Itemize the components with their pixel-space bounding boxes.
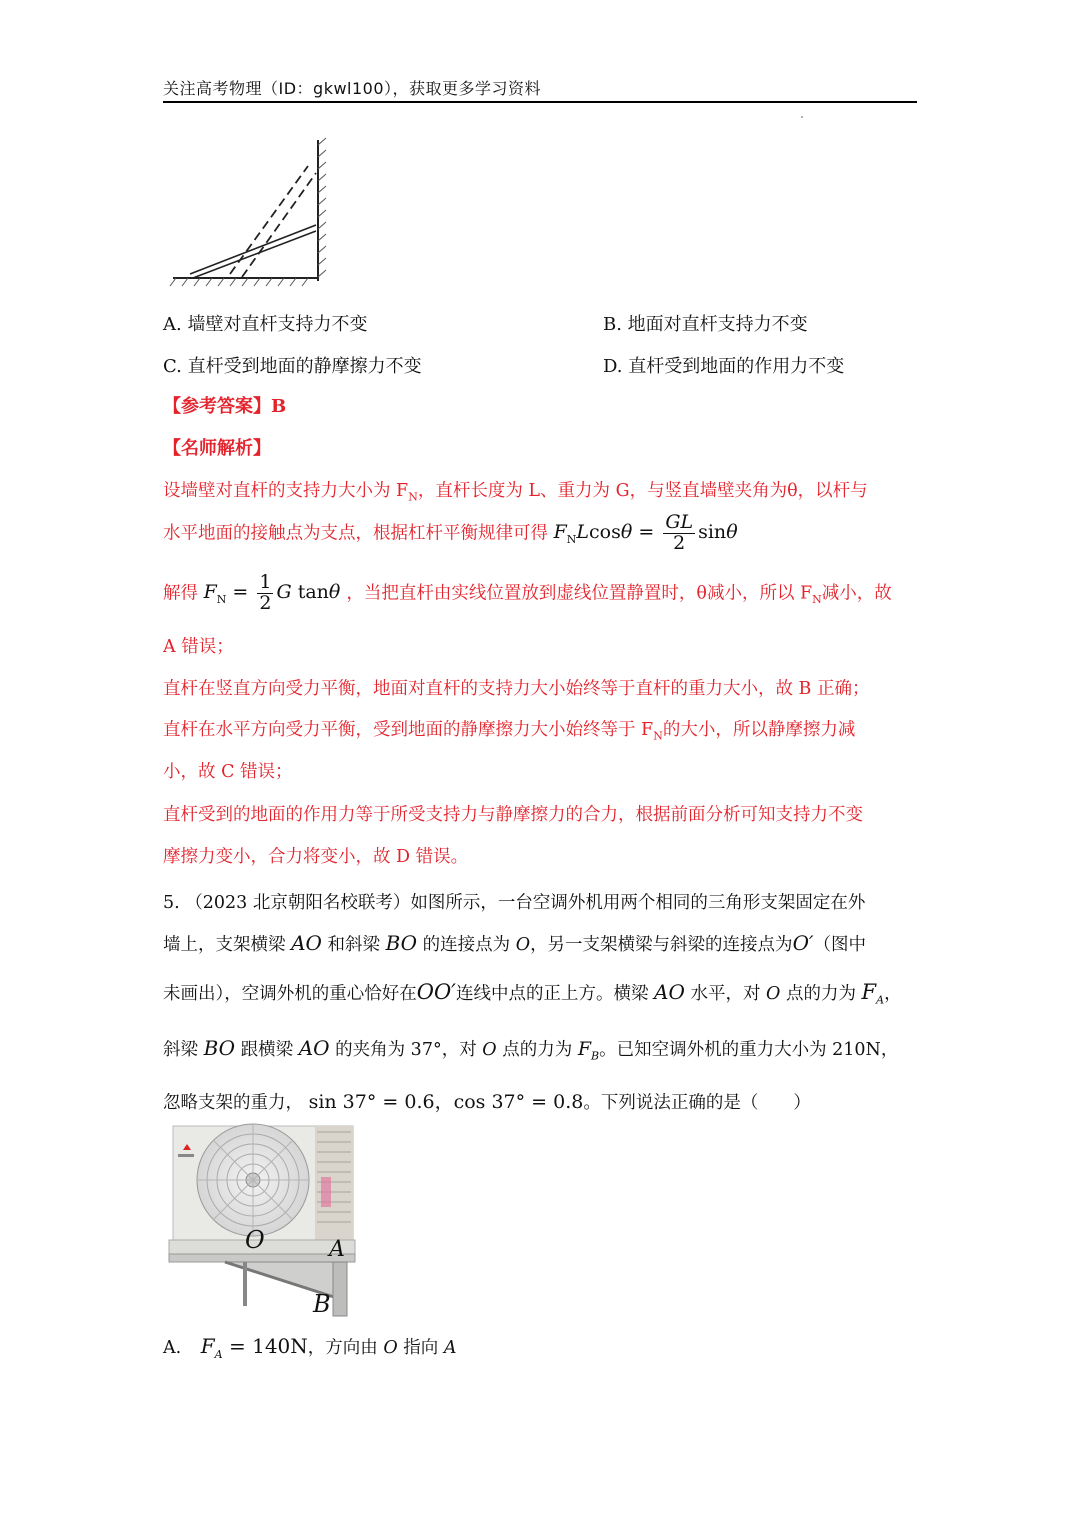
label-o: O xyxy=(245,1226,265,1254)
analysis-line-1: 设墙壁对直杆的支持力大小为 $F_N$，直杆长度为 L、重力为 G，与竖直墙壁夹角为θ，以杆与 xyxy=(163,481,868,504)
reference-answer: 【参考答案】B xyxy=(163,396,287,417)
analysis-line-6: 直杆在水平方向受力平衡，受到地面的静摩擦力大小始终等于 $F_N$的大小，所以静摩擦力减 xyxy=(163,720,856,743)
fa-value: $F_A = 140N$ xyxy=(200,1334,308,1361)
header-divider xyxy=(163,101,917,103)
label-b: B xyxy=(313,1290,331,1317)
option-c: C. 直杆受到地面的静摩擦力不变 xyxy=(163,356,422,377)
q5-line-3: 未画出），空调外机的重心恰好在OO′连线中点的正上方。横梁 AO 水平，对 O 点的力为 $F_A$， xyxy=(163,980,902,1007)
analysis-label: 【名师解析】 xyxy=(163,438,271,459)
q5-line-1: 5. （2023 北京朝阳名校联考）如图所示，一台空调外机用两个相同的三角形支架固定在外 xyxy=(163,893,866,913)
analysis-line-5: 直杆在竖直方向受力平衡，地面对直杆的支持力大小始终等于直杆的重力大小，故 B 正确； xyxy=(163,679,870,699)
analysis-line-8: 直杆受到的地面的作用力等于所受支持力与静摩擦力的合力，根据前面分析可知支持力不变 xyxy=(163,805,863,825)
q5-line-5: 忽略支架的重力， sin 37° = 0.6，cos 37° = 0.8。下列说法正确的是（ ） xyxy=(163,1091,811,1113)
option-b: B. 地面对直杆支持力不变 xyxy=(603,314,808,335)
equation-fn: $F_N$ = $\frac{1}{2}$ G tanθ xyxy=(203,571,341,614)
option-a: A. 墙壁对直杆支持力不变 xyxy=(163,314,368,335)
analysis-line-7: 小，故 C 错误； xyxy=(163,762,293,782)
analysis-line-3: 解得 $F_N$ = $\frac{1}{2}$ G tanθ ，当把直杆由实线位置放到虚线位置静置时，θ减小，所以 $F_N$减小，故 xyxy=(163,571,892,614)
trig-values: sin 37° = 0.6，cos 37° = 0.8 xyxy=(308,1091,584,1113)
label-a: A xyxy=(329,1237,345,1262)
q5-line-4: 斜梁 BO 跟横梁 AO 的夹角为 37°，对 O 点的力为 $F_B$。已知空调外机的重力大小为 210N， xyxy=(163,1036,899,1063)
option-d: D. 直杆受到地面的作用力不变 xyxy=(603,356,845,377)
speck xyxy=(801,116,803,118)
analysis-line-4: A 错误； xyxy=(163,637,234,657)
analysis-line-9: 摩擦力变小，合力将变小，故 D 错误。 xyxy=(163,847,469,867)
page-header: 关注高考物理（ID：gkwl100），获取更多学习资料 xyxy=(163,79,542,98)
q5-option-a: A. $F_A = 140N$，方向由 O 指向 A xyxy=(163,1334,457,1361)
q5-line-2: 墙上，支架横梁 AO 和斜梁 BO 的连接点为 O，另一支架横梁与斜梁的连接点为O′（图中 xyxy=(163,931,866,955)
air-conditioner-figure xyxy=(165,1122,360,1317)
analysis-line-2: 水平地面的接触点为支点，根据杠杆平衡规律可得 $F_NLcos\theta$ = $\frac{GL}{2}$ sinθ xyxy=(163,511,738,554)
equation-torque: $F_NLcos\theta$ = $\frac{GL}{2}$ sinθ xyxy=(553,511,738,554)
rod-wall-figure xyxy=(168,135,338,290)
